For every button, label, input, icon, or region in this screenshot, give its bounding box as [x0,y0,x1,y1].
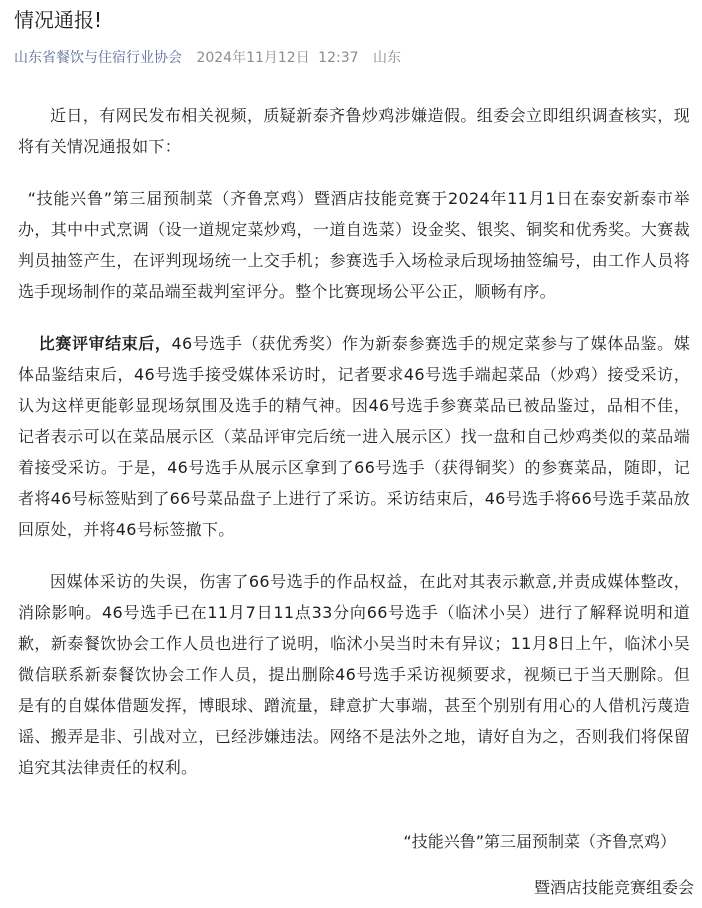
paragraph-intro: 近日，有网民发布相关视频，质疑新泰齐鲁炒鸡涉嫌造假。组委会立即组织调查核实，现将有关情况通报如下： [18,106,690,156]
article-body [18,100,690,804]
signature-line-2: 暨酒店技能竞赛组委会 [533,878,694,897]
paragraph-incident-text: 46号选手（获优秀奖）作为新泰参赛选手的规定菜参与了媒体品鉴。媒体品鉴结束后，46号选手接受媒体采访时，记者要求46号选手端起菜品（炒鸡）接受采访，认为这样更能彰显现场氛围及选手的精气神。因46号选手参赛菜品已被品鉴过，品相不佳，记者表示可以在菜品展示区（菜品评审完后统一进入展示区）找一盘和自己炒鸡类似的菜品端着接受采访。于是，46号选手从展示区拿到了66号选手（获得铜奖）的参赛菜品，随即，记者将46号标签贴到了66号菜品盘子上进行了采访。采访结束后，46号选手将66号选手菜品放回原处，并将46号标签撤下。 [18,334,690,539]
paragraph-competition-info: “技能兴鲁”第三届预制菜（齐鲁烹鸡）暨酒店技能竞赛于2024年11月1日在泰安新泰市举办，其中中式烹调（设一道规定菜炒鸡，一道自选菜）设金奖、银奖、铜奖和优秀奖。大赛裁判员抽签产生，在评判现场统一上交手机；参赛选手入场检录后现场抽签编号，由工作人员将选手现场制作的菜品端至裁判室评分。整个比赛现场公平公正，顺畅有序。 [18,189,690,301]
paragraph-incident-lead: 比赛评审结束后， [38,334,172,353]
article-meta [14,48,401,68]
account-name-link[interactable]: 山东省餐饮与住宿行业协会 [14,50,182,66]
paragraph-incident [18,328,690,545]
article-title: 情况通报! [14,8,103,32]
publish-time: 12:37 [318,50,359,66]
publish-date: 2024年11月12日 [196,50,310,66]
signature-line-1: “技能兴鲁”第三届预制菜（齐鲁烹鸡） [403,832,676,851]
paragraph-apology: 因媒体采访的失误，伤害了66号选手的作品权益，在此对其表示歉意,并责成媒体整改，消除影响。46号选手已在11月7日11点33分向66号选手（临沭小吴）进行了解释说明和道歉，新泰餐饮协会工作人员也进行了说明，临沭小吴当时未有异议；11月8日上午，临沭小吴微信联系新泰餐饮协会工作人员，提出删除46号选手采访视频要求，视频已于当天删除。但是有的自媒体借题发挥，博眼球、蹭流量，肆意扩大事端，甚至个别别有用心的人借机污蔑造谣、搬弄是非、引战对立，已经涉嫌违法。网络不是法外之地，请好自为之，否则我们将保留追究其法律责任的权利。 [18,572,690,777]
publish-location: 山东 [372,50,401,66]
